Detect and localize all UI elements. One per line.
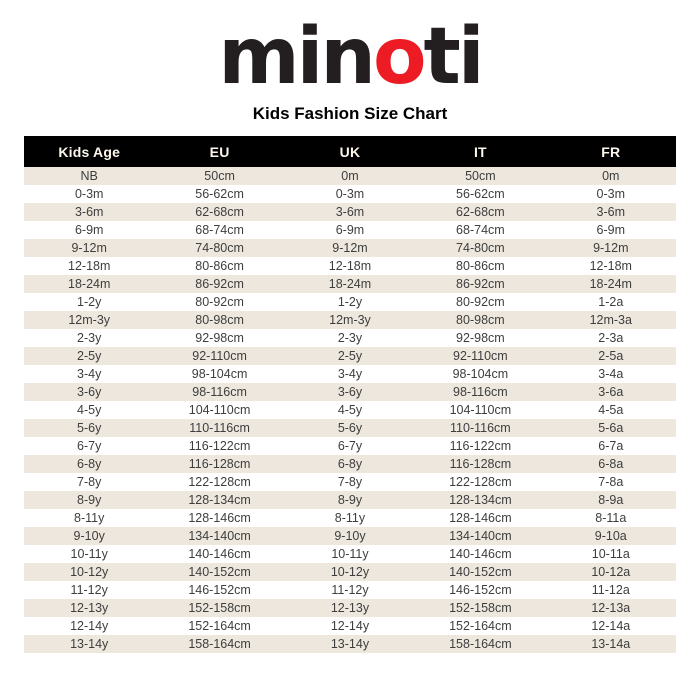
table-cell: 18-24m xyxy=(589,277,632,291)
table-row xyxy=(24,437,676,455)
table-cell: 104-110cm xyxy=(188,403,251,417)
table-cell: 0m xyxy=(602,169,620,183)
table-row xyxy=(24,221,676,239)
table-cell: 12m-3y xyxy=(329,313,371,327)
table-cell: 140-152cm xyxy=(449,565,512,579)
table-cell: 158-164cm xyxy=(188,637,251,651)
table-cell: 134-140cm xyxy=(449,529,512,543)
table-cell: 74-80cm xyxy=(456,241,505,255)
table-cell: 62-68cm xyxy=(456,205,505,219)
table-cell: 5-6y xyxy=(337,421,363,435)
table-row xyxy=(24,203,676,221)
table-row xyxy=(24,329,676,347)
table-cell: 3-4y xyxy=(77,367,102,381)
table-cell: 56-62cm xyxy=(195,187,244,201)
table-cell: 10-12y xyxy=(330,565,370,579)
table-row xyxy=(24,275,676,293)
table-cell: 12-18m xyxy=(589,259,632,273)
table-cell: 74-80cm xyxy=(195,241,244,255)
table-cell: 2-3a xyxy=(598,331,624,345)
table-cell: 1-2y xyxy=(337,295,363,309)
column-header-kids-age: Kids Age xyxy=(24,136,154,167)
table-cell: 3-4y xyxy=(337,367,363,381)
table-cell: 122-128cm xyxy=(188,475,251,489)
column-header-fr: FR xyxy=(546,136,676,167)
table-cell: 140-146cm xyxy=(449,547,512,561)
table-cell: 10-11y xyxy=(331,547,369,561)
table-cell: 2-3y xyxy=(77,331,102,345)
logo-text-left: min xyxy=(218,12,373,102)
table-row xyxy=(24,509,676,527)
logo-text-accent: o xyxy=(372,12,424,102)
table-cell: 10-12y xyxy=(70,565,109,579)
logo-text-right: ti xyxy=(423,12,482,102)
table-cell: 10-11a xyxy=(591,547,630,561)
table-cell: 92-98cm xyxy=(195,331,244,345)
table-cell: 0-3m xyxy=(74,187,104,201)
table-cell: 92-110cm xyxy=(453,349,508,363)
table-cell: 3-6m xyxy=(596,205,626,219)
table-cell: 11-12y xyxy=(70,583,108,597)
table-cell: 6-9m xyxy=(74,223,104,237)
table-row xyxy=(24,167,676,185)
table-cell: 3-6y xyxy=(337,385,363,399)
table-cell: 98-116cm xyxy=(192,385,247,399)
table-row xyxy=(24,581,676,599)
table-row xyxy=(24,617,676,635)
table-cell: 11-12y xyxy=(331,583,369,597)
table-cell: 110-116cm xyxy=(450,421,511,435)
table-cell: 3-6m xyxy=(335,205,365,219)
table-cell: 80-92cm xyxy=(456,295,505,309)
table-row xyxy=(24,473,676,491)
table-cell: 50cm xyxy=(204,169,235,183)
table-row xyxy=(24,419,676,437)
table-cell: 158-164cm xyxy=(449,637,512,651)
table-cell: 80-86cm xyxy=(195,259,244,273)
table-cell: 12m-3a xyxy=(589,313,632,327)
table-cell: 0-3m xyxy=(596,187,626,201)
table-cell: 2-3y xyxy=(337,331,363,345)
table-cell: 116-122cm xyxy=(188,439,251,453)
table-cell: 98-116cm xyxy=(453,385,508,399)
table-cell: 8-9y xyxy=(77,493,102,507)
table-cell: 1-2y xyxy=(77,295,102,309)
table-cell: 80-86cm xyxy=(456,259,505,273)
table-cell: 6-8y xyxy=(77,457,102,471)
table-cell: NB xyxy=(80,169,98,183)
table-cell: 8-9a xyxy=(598,493,624,507)
table-cell: 80-92cm xyxy=(195,295,244,309)
table-cell: 152-164cm xyxy=(188,619,251,633)
table-cell: 92-98cm xyxy=(456,331,505,345)
table-row xyxy=(24,239,676,257)
table-cell: 128-134cm xyxy=(449,493,512,507)
table-cell: 68-74cm xyxy=(195,223,244,237)
table-cell: 2-5a xyxy=(598,349,624,363)
table-cell: 9-10y xyxy=(73,529,105,543)
table-header-row xyxy=(24,136,676,167)
table-cell: 6-7a xyxy=(598,439,624,453)
table-cell: 116-128cm xyxy=(449,457,512,471)
table-cell: 3-6y xyxy=(77,385,102,399)
table-cell: 13-14y xyxy=(330,637,370,651)
table-cell: 11-12a xyxy=(591,583,630,597)
table-cell: 68-74cm xyxy=(456,223,505,237)
table-cell: 3-6m xyxy=(74,205,104,219)
table-row xyxy=(24,563,676,581)
table-row xyxy=(24,401,676,419)
table-row xyxy=(24,347,676,365)
table-cell: 10-12a xyxy=(591,565,631,579)
table-cell: 4-5a xyxy=(598,403,624,417)
table-cell: 146-152cm xyxy=(188,583,251,597)
table-cell: 86-92cm xyxy=(195,277,244,291)
table-cell: 116-122cm xyxy=(449,439,512,453)
table-row xyxy=(24,491,676,509)
table-cell: 8-11y xyxy=(74,511,105,525)
table-cell: 1-2a xyxy=(598,295,624,309)
table-cell: 10-11y xyxy=(70,547,108,561)
table-cell: 86-92cm xyxy=(456,277,505,291)
table-cell: 9-12m xyxy=(332,241,368,255)
table-cell: 3-4a xyxy=(598,367,624,381)
table-cell: 50cm xyxy=(465,169,496,183)
table-cell: 2-5y xyxy=(337,349,363,363)
table-cell: 80-98cm xyxy=(456,313,505,327)
table-cell: 5-6a xyxy=(598,421,624,435)
table-cell: 12-14a xyxy=(591,619,631,633)
table-cell: 80-98cm xyxy=(195,313,244,327)
table-cell: 7-8a xyxy=(598,475,624,489)
table-cell: 13-14a xyxy=(591,637,631,651)
table-cell: 134-140cm xyxy=(188,529,251,543)
table-cell: 152-164cm xyxy=(449,619,512,633)
table-cell: 4-5y xyxy=(77,403,102,417)
table-row xyxy=(24,545,676,563)
table-cell: 152-158cm xyxy=(449,601,512,615)
table-cell: 98-104cm xyxy=(191,367,248,381)
table-cell: 8-11a xyxy=(595,511,627,525)
table-cell: 9-12m xyxy=(593,241,629,255)
table-cell: 146-152cm xyxy=(449,583,512,597)
table-cell: 110-116cm xyxy=(189,421,250,435)
table-cell: 4-5y xyxy=(337,403,363,417)
table-cell: 0-3m xyxy=(335,187,365,201)
table-cell: 12-18m xyxy=(328,259,372,273)
table-row xyxy=(24,293,676,311)
table-cell: 7-8y xyxy=(77,475,102,489)
table-cell: 6-9m xyxy=(596,223,626,237)
table-cell: 128-146cm xyxy=(188,511,251,525)
table-cell: 6-9m xyxy=(335,223,365,237)
table-row xyxy=(24,455,676,473)
table-cell: 9-10y xyxy=(334,529,366,543)
table-cell: 8-11y xyxy=(334,511,366,525)
table-row xyxy=(24,365,676,383)
table-cell: 6-7y xyxy=(337,439,363,453)
table-cell: 12-13y xyxy=(330,601,370,615)
table-row xyxy=(24,257,676,275)
table-cell: 3-6a xyxy=(598,385,624,399)
brand-header xyxy=(0,0,700,124)
table-cell: 13-14y xyxy=(70,637,109,651)
column-header-uk: UK xyxy=(285,136,415,167)
table-cell: 128-146cm xyxy=(449,511,512,525)
table-cell: 92-110cm xyxy=(192,349,247,363)
table-cell: 9-12m xyxy=(71,241,107,255)
table-cell: 122-128cm xyxy=(449,475,512,489)
table-row xyxy=(24,635,676,653)
table-cell: 7-8y xyxy=(337,475,363,489)
minoti-logo xyxy=(0,0,700,102)
table-cell: 116-128cm xyxy=(188,457,251,471)
table-cell: 12m-3y xyxy=(68,313,111,327)
table-cell: 2-5y xyxy=(77,349,102,363)
table-cell: 0m xyxy=(341,169,359,183)
table-cell: 8-9y xyxy=(337,493,363,507)
table-row xyxy=(24,383,676,401)
table-cell: 128-134cm xyxy=(188,493,251,507)
table-cell: 12-14y xyxy=(330,619,370,633)
table-cell: 62-68cm xyxy=(195,205,244,219)
page-title: Kids Fashion Size Chart xyxy=(252,104,448,123)
table-row xyxy=(24,185,676,203)
table-cell: 104-110cm xyxy=(449,403,512,417)
table-row xyxy=(24,599,676,617)
table-cell: 12-13y xyxy=(70,601,109,615)
table-cell: 9-10a xyxy=(594,529,627,543)
table-cell: 18-24m xyxy=(328,277,372,291)
table-cell: 12-13a xyxy=(591,601,631,615)
table-cell: 6-8a xyxy=(598,457,624,471)
column-header-it: IT xyxy=(415,136,545,167)
table-row xyxy=(24,527,676,545)
column-header-eu: EU xyxy=(154,136,284,167)
table-row xyxy=(24,311,676,329)
table-cell: 6-7y xyxy=(77,439,102,453)
size-table-body xyxy=(24,167,676,653)
table-cell: 5-6y xyxy=(77,421,102,435)
table-cell: 140-146cm xyxy=(188,547,251,561)
table-cell: 140-152cm xyxy=(188,565,251,579)
size-chart-table xyxy=(24,136,676,653)
table-cell: 12-18m xyxy=(68,259,111,273)
table-cell: 152-158cm xyxy=(188,601,251,615)
table-cell: 18-24m xyxy=(68,277,111,291)
table-header xyxy=(24,136,676,167)
table-cell: 6-8y xyxy=(337,457,363,471)
table-cell: 98-104cm xyxy=(452,367,509,381)
table-cell: 56-62cm xyxy=(456,187,505,201)
table-cell: 12-14y xyxy=(70,619,109,633)
